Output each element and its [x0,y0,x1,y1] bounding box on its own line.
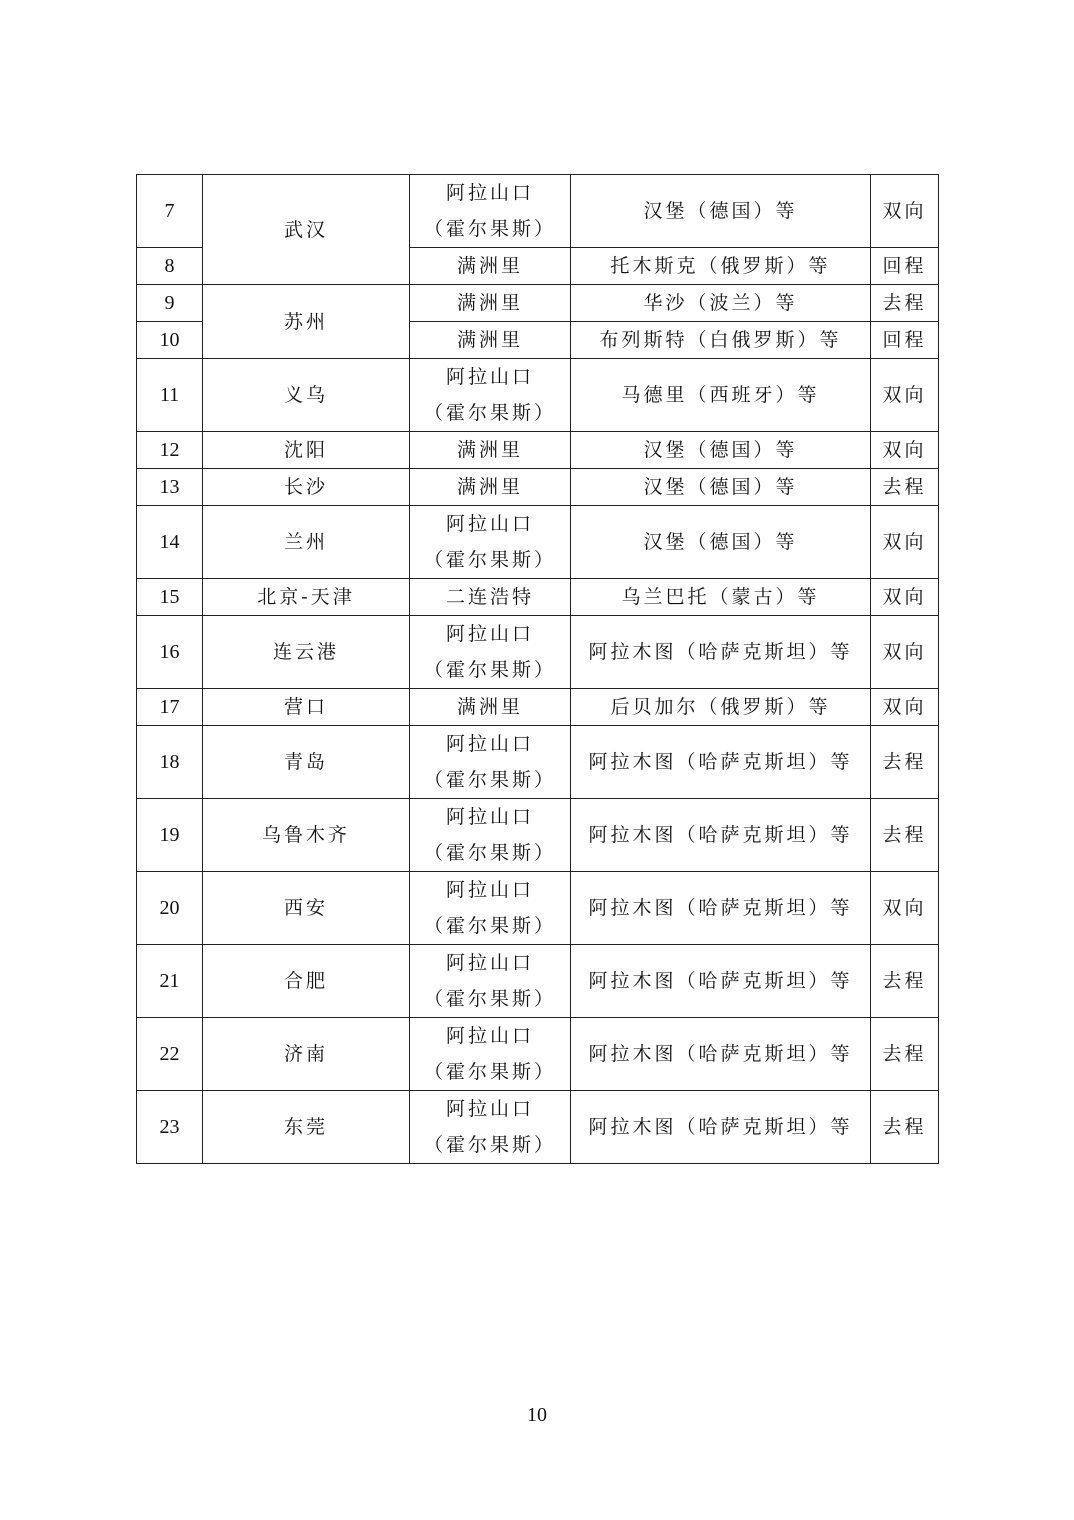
port-line: 满洲里 [456,292,523,314]
row-number: 17 [137,689,203,726]
destination-cell: 阿拉木图（哈萨克斯坦）等 [571,1018,871,1091]
destination-cell: 阿拉木图（哈萨克斯坦）等 [571,872,871,945]
table-row [137,1091,939,1164]
route-table [136,174,939,1164]
direction-cell: 去程 [871,1091,939,1164]
destination-cell: 阿拉木图（哈萨克斯坦）等 [571,945,871,1018]
port-cell [410,175,571,248]
direction-cell: 双向 [871,432,939,469]
row-number: 11 [137,359,203,432]
port-line: 阿拉山口 [445,366,534,388]
row-number: 21 [137,945,203,1018]
direction-cell: 去程 [871,469,939,506]
port-line: （霍尔果斯） [423,1134,556,1156]
port-line: 阿拉山口 [445,879,534,901]
city-cell: 乌鲁木齐 [203,799,410,872]
direction-cell: 回程 [871,322,939,359]
city-cell: 义乌 [203,359,410,432]
city-cell: 沈阳 [203,432,410,469]
row-number: 20 [137,872,203,945]
row-number: 9 [137,285,203,322]
table-row [137,799,939,872]
destination-cell: 后贝加尔（俄罗斯）等 [571,689,871,726]
port-line: （霍尔果斯） [423,769,556,791]
destination-cell: 托木斯克（俄罗斯）等 [571,248,871,285]
page-number: 10 [527,1404,547,1426]
destination-cell: 汉堡（德国）等 [571,469,871,506]
city-cell: 兰州 [203,506,410,579]
port-cell [410,1018,571,1091]
port-line: 二连浩特 [445,586,534,608]
direction-cell: 去程 [871,799,939,872]
city-cell: 北京-天津 [203,579,410,616]
destination-cell: 布列斯特（白俄罗斯）等 [571,322,871,359]
row-number: 23 [137,1091,203,1164]
port-cell [410,359,571,432]
destination-cell: 阿拉木图（哈萨克斯坦）等 [571,616,871,689]
destination-cell: 汉堡（德国）等 [571,432,871,469]
direction-cell: 去程 [871,726,939,799]
row-number: 18 [137,726,203,799]
port-line: （霍尔果斯） [423,842,556,864]
port-line: 满洲里 [456,255,523,277]
port-line: 满洲里 [456,696,523,718]
city-cell: 西安 [203,872,410,945]
direction-cell: 去程 [871,945,939,1018]
direction-cell: 双向 [871,616,939,689]
port-line: （霍尔果斯） [423,549,556,571]
direction-cell: 双向 [871,506,939,579]
destination-cell: 阿拉木图（哈萨克斯坦）等 [571,1091,871,1164]
port-line: 阿拉山口 [445,182,534,204]
destination-cell: 乌兰巴托（蒙古）等 [571,579,871,616]
table-row [137,285,939,322]
table-row [137,175,939,248]
table-row [137,616,939,689]
city-cell: 苏州 [203,285,410,359]
city-cell: 营口 [203,689,410,726]
table-row [137,689,939,726]
port-line: （霍尔果斯） [423,988,556,1010]
port-line: （霍尔果斯） [423,915,556,937]
row-number: 8 [137,248,203,285]
city-cell: 武汉 [203,175,410,285]
port-line: 满洲里 [456,439,523,461]
direction-cell: 双向 [871,175,939,248]
row-number: 22 [137,1018,203,1091]
port-line: 阿拉山口 [445,623,534,645]
port-line: 阿拉山口 [445,1098,534,1120]
city-cell: 济南 [203,1018,410,1091]
city-cell: 东莞 [203,1091,410,1164]
port-line: 满洲里 [456,476,523,498]
row-number: 13 [137,469,203,506]
city-cell: 连云港 [203,616,410,689]
port-cell [410,579,571,616]
row-number: 15 [137,579,203,616]
table-row [137,872,939,945]
port-cell [410,872,571,945]
table-row [137,579,939,616]
row-number: 16 [137,616,203,689]
port-cell [410,469,571,506]
port-line: （霍尔果斯） [423,1061,556,1083]
row-number: 12 [137,432,203,469]
direction-cell: 双向 [871,689,939,726]
table-row [137,432,939,469]
port-cell [410,248,571,285]
table-row [137,945,939,1018]
direction-cell: 双向 [871,579,939,616]
port-cell [410,506,571,579]
table-row [137,506,939,579]
table-row [137,359,939,432]
port-line: 阿拉山口 [445,806,534,828]
direction-cell: 回程 [871,248,939,285]
port-cell [410,285,571,322]
port-line: （霍尔果斯） [423,402,556,424]
direction-cell: 双向 [871,872,939,945]
destination-cell: 汉堡（德国）等 [571,175,871,248]
direction-cell: 去程 [871,1018,939,1091]
destination-cell: 马德里（西班牙）等 [571,359,871,432]
port-line: 阿拉山口 [445,1025,534,1047]
city-cell: 青岛 [203,726,410,799]
port-line: （霍尔果斯） [423,218,556,240]
direction-cell: 去程 [871,285,939,322]
port-line: 满洲里 [456,329,523,351]
table-row [137,1018,939,1091]
port-line: 阿拉山口 [445,733,534,755]
destination-cell: 汉堡（德国）等 [571,506,871,579]
port-line: 阿拉山口 [445,513,534,535]
table-row [137,469,939,506]
city-cell: 合肥 [203,945,410,1018]
row-number: 19 [137,799,203,872]
row-number: 7 [137,175,203,248]
destination-cell: 阿拉木图（哈萨克斯坦）等 [571,799,871,872]
city-cell: 长沙 [203,469,410,506]
port-cell [410,799,571,872]
port-cell [410,322,571,359]
row-number: 10 [137,322,203,359]
row-number: 14 [137,506,203,579]
port-line: 阿拉山口 [445,952,534,974]
port-cell [410,616,571,689]
port-cell [410,726,571,799]
destination-cell: 华沙（波兰）等 [571,285,871,322]
direction-cell: 双向 [871,359,939,432]
port-cell [410,689,571,726]
port-line: （霍尔果斯） [423,659,556,681]
port-cell [410,1091,571,1164]
table-row [137,726,939,799]
port-cell [410,945,571,1018]
destination-cell: 阿拉木图（哈萨克斯坦）等 [571,726,871,799]
port-cell [410,432,571,469]
